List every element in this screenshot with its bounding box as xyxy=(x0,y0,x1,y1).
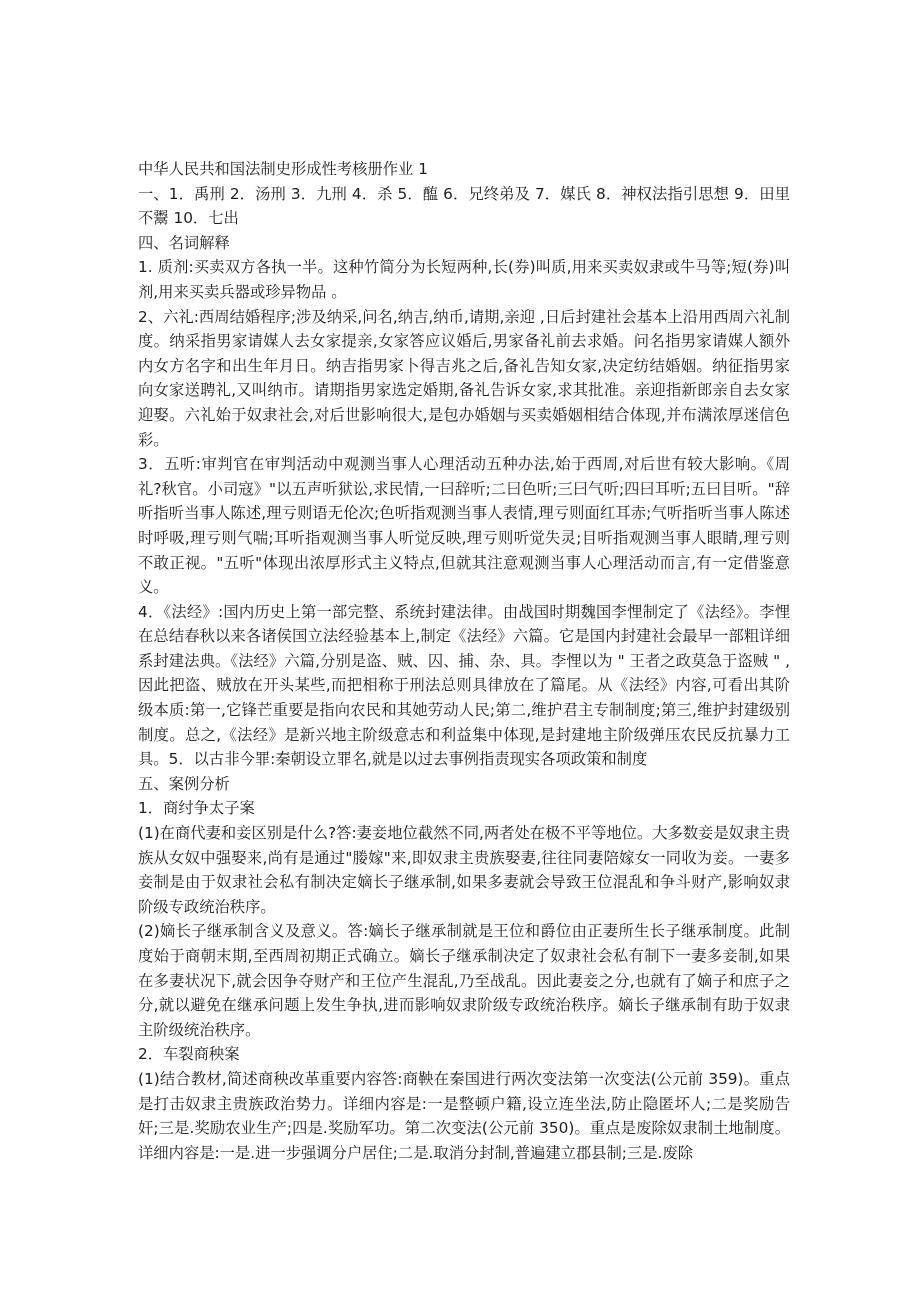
case-heading-1: 1．商纣争太子案 xyxy=(138,799,255,818)
answer-list-part-1: 一、1．禹刑 2．汤刑 3．九刑 4．杀 5．醢 6．兄终弟及 7．媒氏 8．神权法指引思想 9．田里不鬻 10．七出 xyxy=(138,184,790,228)
case-1-question-1: (1)在商代妻和妾区别是什么?答:妻妾地位截然不同,两者处在极不平等地位。大多数妾是奴隶主贵族从女奴中强娶来,尚有是通过"媵嫁"来,即奴隶主贵族娶妻,往往同妻陪嫁女一同收为妾。一妻多妾制是由于奴隶社会私有制决定嫡长子继承制,如果多妻就会导致王位混乱和争斗财产,影响奴隶阶级专政统治秩序。 xyxy=(138,824,790,916)
term-liuli: 2、六礼:西周结婚程序;涉及纳采,问名,纳吉,纳币,请期,亲迎 ,日后封建社会基本上沿用西周六礼制度。纳采指男家请媒人去女家提亲,女家答应议婚后,男家备礼前去求婚。问名指男家请媒人额外内女方名字和出生年月日。纳吉指男家卜得吉兆之后,备礼告知女家,决定纺结婚姻。纳征指男家向女家送聘礼,又叫纳市。请期指男家选定婚期,备礼告诉女家,求其批准。亲迎指新郎亲自去女家迎娶。六礼始于奴隶社会,对后世影响很大,是包办婚姻与买卖婚姻相结合体现,并布满浓厚迷信色彩。 xyxy=(138,307,790,449)
term-wuting: 3．五听:审判官在审判活动中观测当事人心理活动五种办法,始于西周,对后世有较大影响。《周礼?秋官。小司寇》"以五声听狱讼,求民情,一曰辞听;二曰色听;三曰气听;四曰耳听;五曰目听。"辞听指听当事人陈述,理亏则语无伦次;色听指观测当事人表情,理亏则面红耳赤;气听指听当事人陈述时呼吸,理亏则气喘;耳听指观测当事人听觉反映,理亏则听觉失灵;目听指观测当事人眼睛,理亏则不敢正视。"五听"体现出浓厚形式主义特点,但就其注意观测当事人心理活动而言,有一定借鉴意义。 xyxy=(138,455,790,597)
section-heading-term-explanation: 四、名词解释 xyxy=(138,233,230,252)
section-heading-case-analysis: 五、案例分析 xyxy=(138,774,230,793)
document-title: 中华人民共和国法制史形成性考核册作业 1 xyxy=(138,160,428,178)
case-2-question-1: (1)结合教材,简述商秧改革重要内容答:商鞅在秦国进行两次变法第一次变法(公元前 359)。重点是打击奴隶主贵族政治势力。详细内容是:一是整顿户籍,设立连坐法,防止隐匿坏人;二是奖励告奸;三是.奖励农业生产;四是.奖励军功。第二次变法(公元前 350)。重点是废除奴隶制土地制度。详细内容是:一是.进一步强调分户居住;二是.取消分封制,普遍建立郡县制;三是.废除 xyxy=(138,1069,790,1162)
document-body xyxy=(138,157,790,1165)
term-fajing: 4．《法经》:国内历史上第一部完整、系统封建法律。由战国时期魏国李悝制定了《法经》。李悝在总结春秋以来各诸侯国立法经验基本上,制定《法经》六篇。它是国内封建社会最早一部粗详细系封建法典。《法经》六篇,分别是盗、贼、囚、捕、杂、具。李悝以为 " 王者之政莫急于盗贼 " ,因此把盗、贼放在开头某些,而把相称于刑法总则具律放在了篇尾。从《法经》内容,可看出其阶级本质:第一,它锋芒重要是指向农民和其她劳动人民;第二,维护君主专制制度;第三,维护封建级别制度。总之,《法经》是新兴地主阶级意志和利益集中体现,是封建地主阶级弹压农民反抗暴力工具。5．以古非今罪:秦朝设立罪名,就是以过去事例指责现实各项政策和制度 xyxy=(138,602,790,769)
case-heading-2: 2．车裂商秧案 xyxy=(138,1045,240,1064)
case-1-question-2: (2)嫡长子继承制含义及意义。答:嫡长子继承制就是王位和爵位由正妻所生长子继承制度。此制度始于商朝末期,至西周初期正式确立。嫡长子继承制决定了奴隶社会私有制下一妻多妾制,如果在多妻状况下,就会因争夺财产和王位产生混乱,乃至战乱。因此妻妾之分,也就有了嫡子和庶子之分,就以避免在继承问题上发生争执,进而影响奴隶阶级专政统治秩序。嫡长子继承制有助于奴隶主阶级统治秩序。 xyxy=(138,922,790,1039)
term-zhiji: 1. 质剂:买卖双方各执一半。这种竹简分为长短两种,长(券)叫质,用来买卖奴隶或牛马等;短(券)叫剂,用来买卖兵器或珍异物品 。 xyxy=(138,258,790,301)
